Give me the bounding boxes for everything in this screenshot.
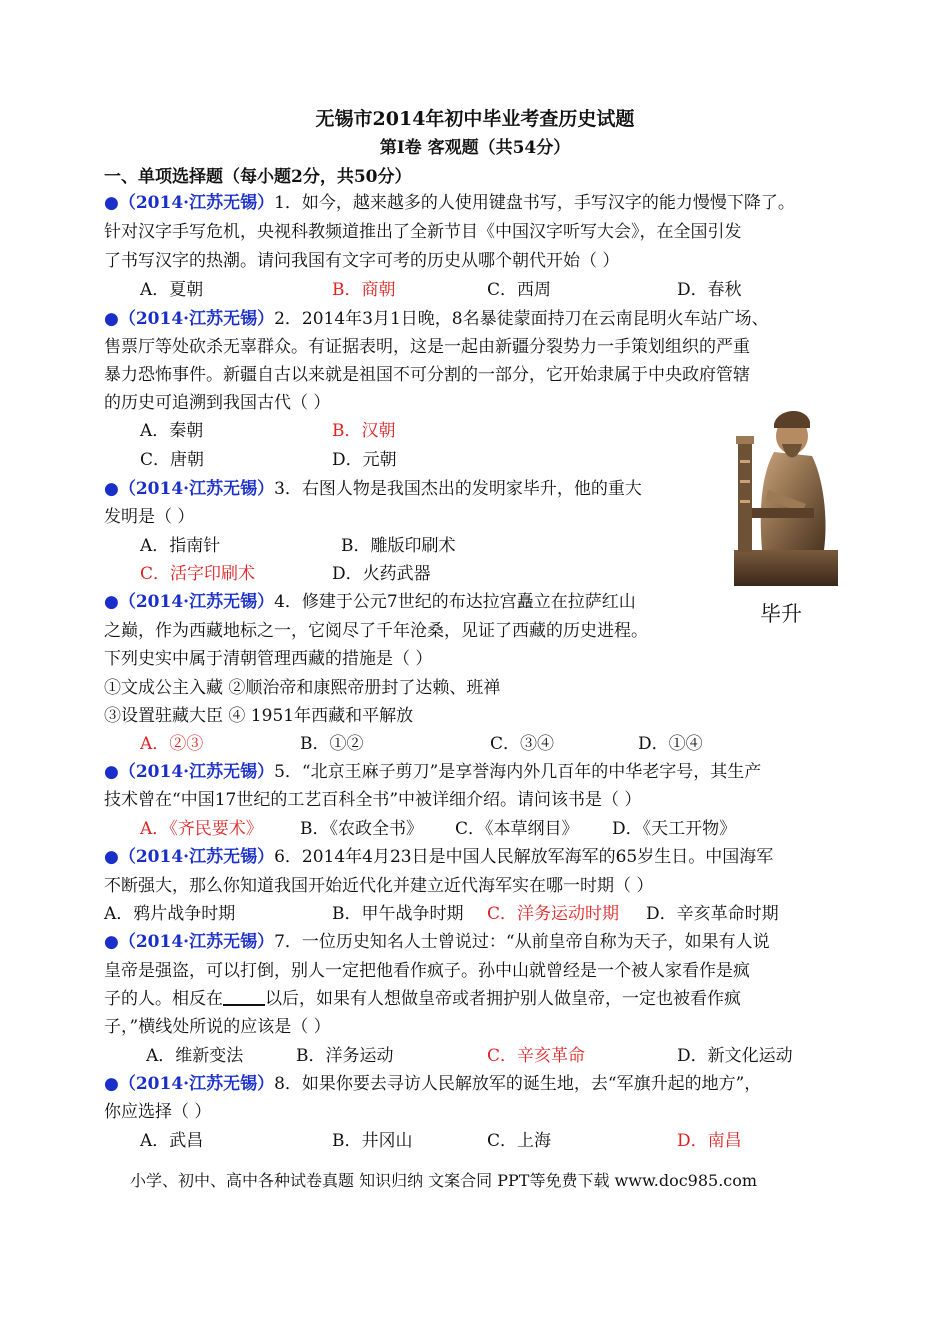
q1-option-d: D．春秋 [677,280,742,300]
source-tag: ●（2014·江苏无锡） [104,762,275,782]
q1-option-a: A．夏朝 [140,280,204,300]
q4-option-c: C．③④ [490,734,555,754]
source-tag: ●（2014·江苏无锡） [104,847,275,867]
question-4-line-4: ①文成公主入藏 ②顺治帝和康熙帝册封了达赖、班禅 [104,678,501,698]
question-6-line-1: ●（2014·江苏无锡）6．2014年4月23日是中国人民解放军海军的65岁生日。中国海军 [104,847,774,867]
q5-option-b: B．《农政全书》 [300,819,423,839]
q8-option-c: C．上海 [487,1131,552,1151]
question-6-line-2: 不断强大，那么你知道我国开始近代化并建立近代海军实在哪一时期（ ） [104,876,654,896]
question-7-line-3: 子的人。相反在 以后，如果有人想做皇帝或者拥护别人做皇帝，一定也被看作疯 [104,989,741,1009]
q5-option-d: D．《天工开物》 [612,819,737,839]
question-2-line-3: 暴力恐怖事件。新疆自古以来就是祖国不可分割的一部分，它开始隶属于中央政府管辖 [104,365,750,385]
q7-option-b: B．洋务运动 [296,1046,394,1066]
q2-option-a: A．秦朝 [140,421,204,441]
question-7-line-1: ●（2014·江苏无锡）7．一位历史知名人士曾说过：“从前皇帝自称为天子，如果有人说 [104,932,770,952]
q6-option-b: B．甲午战争时期 [332,904,464,924]
page-subtitle: 第Ⅰ卷 客观题（共54分） [379,138,571,158]
question-4-line-2: 之巅，作为西藏地标之一，它阅尽了千年沧桑，见证了西藏的历史进程。 [104,621,648,641]
q7-option-d: D．新文化运动 [677,1046,793,1066]
question-8-line-2: 你应选择（ ） [104,1102,212,1122]
source-tag: ●（2014·江苏无锡） [104,1074,275,1094]
q6-option-a: A．鸦片战争时期 [104,904,236,924]
q4-option-b: B．①② [300,734,364,754]
q3-option-b: B．雕版印刷术 [341,536,456,556]
q5-option-c: C．《本草纲目》 [455,819,579,839]
q3-option-c: C．活字印刷术 [140,564,256,584]
image-caption: 毕升 [760,602,802,626]
question-1-line-3: 了书写汉字的热潮。请问我国有文字可考的历史从哪个朝代开始（ ） [104,251,620,271]
question-4-line-3: 下列史实中属于清朝管理西藏的措施是（ ） [104,649,433,669]
q2-option-c: C．唐朝 [140,450,205,470]
question-5-line-1: ●（2014·江苏无锡）5．“北京王麻子剪刀”是享誉海内外几百年的中华老字号，其生产 [104,762,762,782]
source-tag: ●（2014·江苏无锡） [104,309,275,329]
source-tag: ●（2014·江苏无锡） [104,592,275,612]
section-heading: 一、单项选择题（每小题2分，共50分） [104,167,412,187]
q7-option-a: A．维新变法 [146,1046,244,1066]
q4-option-a: A．②③ [140,734,204,754]
question-5-line-2: 技术曾在“中国17世纪的工艺百科全书”中被详细介绍。请问该书是（ ） [104,790,642,810]
source-tag: ●（2014·江苏无锡） [104,932,275,952]
question-2-line-4: 的历史可追溯到我国古代（ ） [104,393,331,413]
q2-option-b: B．汉朝 [332,421,396,441]
question-2-line-2: 售票厅等处砍杀无辜群众。有证据表明，这是一起由新疆分裂势力一手策划组织的严重 [104,337,750,357]
page-title: 无锡市2014年初中毕业考查历史试题 [315,108,635,130]
bi-sheng-statue-image [728,400,844,588]
q1-option-b: B．商朝 [332,280,396,300]
q3-option-d: D．火药武器 [332,564,431,584]
fill-in-blank [223,988,265,1006]
question-4-line-5: ③设置驻藏大臣 ④ 1951年西藏和平解放 [104,706,414,726]
question-1-line-1: ●（2014·江苏无锡）1．如今，越来越多的人使用键盘书写，手写汉字的能力慢慢下降了。 [104,193,795,213]
q3-option-a: A．指南针 [140,536,221,556]
q8-option-d: D．南昌 [677,1131,742,1151]
source-tag: ●（2014·江苏无锡） [104,479,275,499]
q4-option-d: D．①④ [638,734,703,754]
q8-option-b: B．井冈山 [332,1131,413,1151]
question-8-line-1: ●（2014·江苏无锡）8．如果你要去寻访人民解放军的诞生地，去“军旗升起的地方”， [104,1074,762,1094]
question-1-line-2: 针对汉字手写危机，央视科教频道推出了全新节目《中国汉字听写大会》，在全国引发 [104,222,742,242]
q8-option-a: A．武昌 [140,1131,204,1151]
question-3-line-1: ●（2014·江苏无锡）3．右图人物是我国杰出的发明家毕升，他的重大 [104,479,642,499]
source-tag: ●（2014·江苏无锡） [104,193,275,213]
question-3-line-2: 发明是（ ） [104,507,195,527]
q5-option-a: A．《齐民要术》 [140,819,263,839]
question-2-line-1: ●（2014·江苏无锡）2．2014年3月1日晚，8名暴徒蒙面持刀在云南昆明火车站广场、 [104,309,769,329]
question-4-line-1: ●（2014·江苏无锡）4．修建于公元7世纪的布达拉宫矗立在拉萨红山 [104,592,636,612]
footer-watermark: 小学、初中、高中各种试卷真题 知识归纳 文案合同 PPT等免费下载 www.doc985.com [130,1171,758,1190]
q6-option-c: C．洋务运动时期 [487,904,620,924]
q6-option-d: D．辛亥革命时期 [646,904,779,924]
question-7-line-2: 皇帝是强盗，可以打倒，别人一定把他看作疯子。孙中山就曾经是一个被人家看作是疯 [104,961,750,981]
q7-option-c: C．辛亥革命 [487,1046,586,1066]
q2-option-d: D．元朝 [332,450,397,470]
question-7-line-4: 子，”横线处所说的应该是（ ） [104,1017,331,1037]
q1-option-c: C．西周 [487,280,552,300]
